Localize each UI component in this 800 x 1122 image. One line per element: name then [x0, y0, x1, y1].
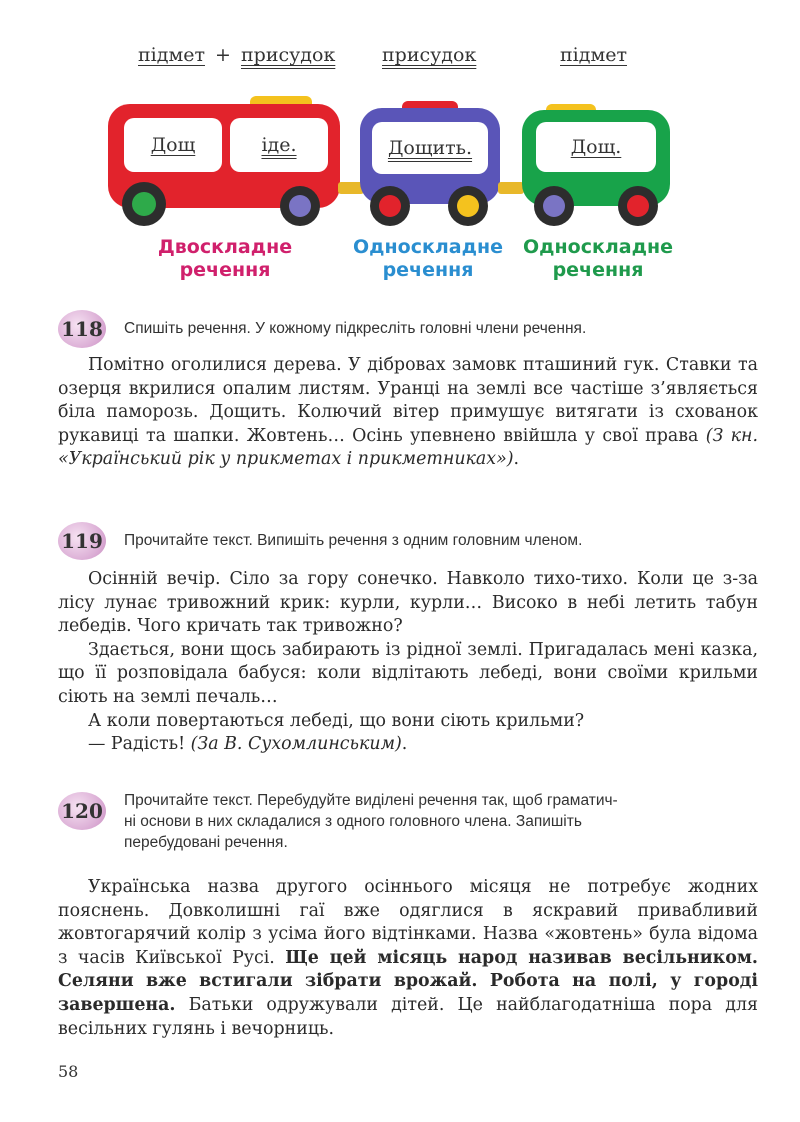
- word-rain-only-subject: Дощ.: [570, 136, 622, 158]
- wheel-hub-icon: [379, 195, 401, 217]
- exercise-number-120: 120: [58, 792, 106, 830]
- task-120: Прочитайте текст. Перебудуйте виділені речення так, щоб граматич- ні основи в них складалися з одного головного члена. Запишіть перебудовані речення.: [124, 792, 618, 851]
- wheel-hub-icon: [289, 195, 311, 217]
- label-subject: підмет + присудок: [138, 44, 336, 66]
- text-120: Українська назва другого осіннього місяця не потребує жодних пояснень. Довколишні гаї вже одяглися в яскравий привабливий жовтогарячий колір з усіма його відтінками. Назва «жовтень» була відома з часів Київської Русі. Ще цей місяць народ називав весільником. Селяни вже встигали зібрати врожай. Робота на полі, у городі завершена. Батьки одружували дітей. Це найблагодатніша пора для весільних гулянь і вечорниць.: [58, 877, 759, 1039]
- caption-one-part-blue: Односкладне речення: [353, 236, 503, 281]
- wheel-hub-icon: [457, 195, 479, 217]
- caption-one-part-green: Односкладне речення: [523, 236, 673, 281]
- bus-blue-window: [372, 122, 488, 174]
- word-goes-predicate: іде.: [261, 134, 297, 156]
- text-118: Помітно оголилися дерева. У дібровах замовк пташиний гук. Ставки та озерця вкрилися опалим листям. Уранці на землі все частіше з’являється біла паморозь. Дощить. Колючий вітер примушує витягати із схованок рукавиці та шапки. Жовтень… Осінь упевнено ввійшла у свої права (З кн. «Український рік у прикметах і прикметниках»).: [58, 355, 758, 470]
- text-119: Осінній вечір. Сіло за гору сонечко. Навколо тихо-тихо. Коли це з-за лісу лунає тривожний крик: курли, курли… Високо в небі летить табун лебедів. Чого кричать так тривожно? Здається, вони щось забирають із рідної землі. Пригадалась мені казка, що її розповідала бабуся: коли відлітають лебеді, вони своїми крильми сіють на землі печаль… А коли повертаються лебеді, що вони сіють крильми? — Радість! (За В. Сухомлинським).: [58, 569, 758, 755]
- caption-two-part: Двоскладне речення: [157, 236, 293, 281]
- exercise-number-119: 119: [58, 522, 106, 560]
- label-predicate: присудок: [382, 44, 477, 66]
- bus-green-window: [536, 122, 656, 172]
- label-subject-right: підмет: [560, 44, 627, 66]
- bus-red-window-2: [230, 118, 328, 172]
- wheel-hub-icon: [132, 192, 156, 216]
- page-number: 58: [58, 1062, 79, 1081]
- wheel-hub-icon: [627, 195, 649, 217]
- exercise-number-118: 118: [58, 310, 106, 348]
- wheel-hub-icon: [543, 195, 565, 217]
- coupling: [498, 182, 524, 194]
- task-118: Спишіть речення. У кожному підкресліть головні члени речення.: [124, 320, 587, 337]
- bus-red-window-1: [124, 118, 222, 172]
- word-rains-predicate: Дощить.: [387, 137, 473, 159]
- word-rain-subject: Дощ: [150, 134, 196, 156]
- task-119: Прочитайте текст. Випишіть речення з одним головним членом.: [124, 532, 583, 549]
